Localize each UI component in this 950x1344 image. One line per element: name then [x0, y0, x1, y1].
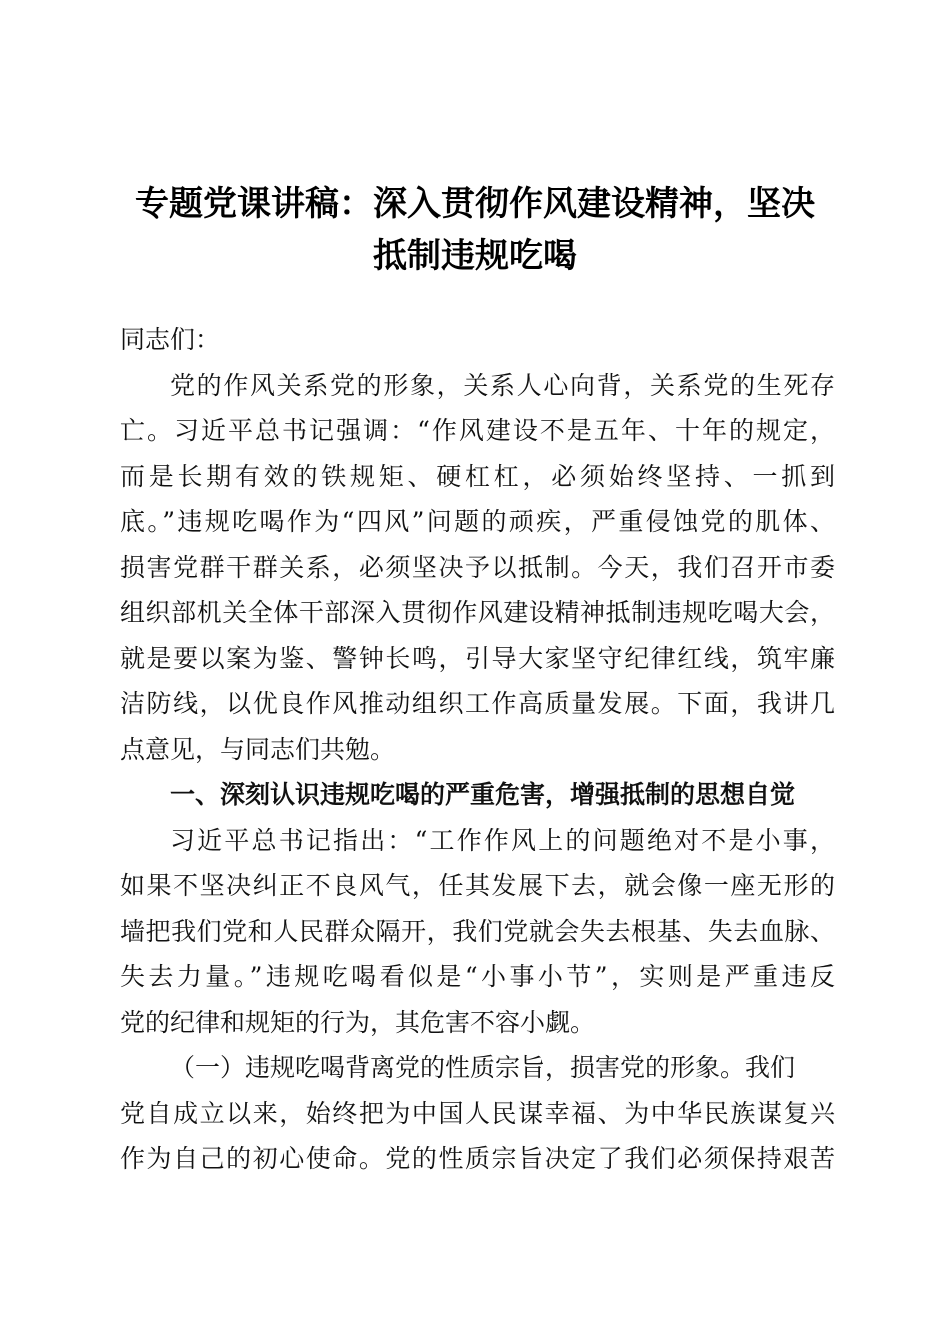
paragraph-line: 洁防线，以优良作风推动组织工作高质量发展。下面，我讲几: [120, 689, 835, 718]
paragraph-line-rest: 我们: [745, 1053, 796, 1082]
paragraph-line: 党的纪律和规矩的行为，其危害不容小觑。: [120, 1007, 596, 1037]
paragraph-line: 党的作风关系党的形象，关系人心向背，关系党的生死存: [170, 370, 835, 400]
paragraph-line: 如果不坚决纠正不良风气，任其发展下去，就会像一座无形的: [120, 871, 835, 900]
paragraph-line: 亡。习近平总书记强调：“作风建设不是五年、十年的规定，: [120, 416, 835, 445]
page-title: [100, 178, 850, 282]
title-line-2: 抵制违规吃喝: [373, 236, 577, 276]
paragraph-line: 组织部机关全体干部深入贯彻作风建设精神抵制违规吃喝大会，: [120, 598, 835, 627]
subsection-first-line: [120, 1045, 835, 1091]
paragraph-line: 点意见，与同志们共勉。: [120, 734, 396, 764]
section-heading: 一、深刻认识违规吃喝的严重危害，增强抵制的思想自觉: [170, 780, 796, 809]
paragraph-line: 作为自己的初心使命。党的性质宗旨决定了我们必须保持艰苦: [120, 1144, 835, 1173]
salutation: 同志们：: [120, 325, 221, 354]
paragraph-line: 墙把我们党和人民群众隔开，我们党就会失去根基、失去血脉、: [120, 916, 835, 946]
subsection-heading: （一）违规吃喝背离党的性质宗旨，损害党的形象。: [170, 1053, 746, 1082]
paragraph-line: 损害党群干群关系，必须坚决予以抵制。今天，我们召开市委: [120, 552, 835, 582]
document-body: [120, 317, 835, 1182]
paragraph-line: 习近平总书记指出：“工作作风上的问题绝对不是小事，: [170, 825, 835, 855]
paragraph-line: 就是要以案为鉴、警钟长鸣，引导大家坚守纪律红线，筑牢廉: [120, 643, 835, 673]
paragraph-line: 失去力量。”违规吃喝看似是“小事小节”，实则是严重违反: [120, 962, 835, 991]
paragraph-line: 底。”违规吃喝作为“四风”问题的顽疾，严重侵蚀党的肌体、: [120, 507, 835, 536]
paragraph-line: 党自成立以来，始终把为中国人民谋幸福、为中华民族谋复兴: [120, 1098, 835, 1128]
title-line-1: 专题党课讲稿：深入贯彻作风建设精神，坚决: [135, 184, 815, 224]
paragraph-line: 而是长期有效的铁规矩、硬杠杠，必须始终坚持、一抓到: [120, 461, 835, 491]
